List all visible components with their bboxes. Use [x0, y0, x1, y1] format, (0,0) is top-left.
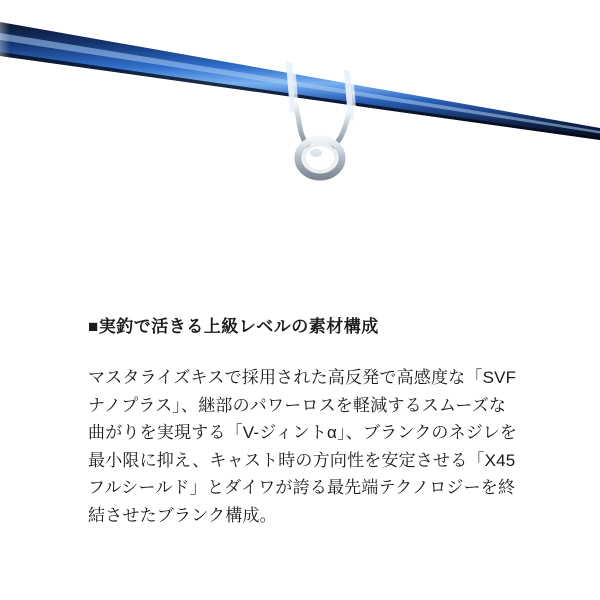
description-body: マスタライズキスで採用された高反発で高感度な「SVFナノプラス」、継部のパワーロスを軽減するスムーズな曲がりを実現する「V-ジィントα」、ブランクのネジレを最小限に抑え、キャスト時の方向性を安定させる「X45フルシールド」とダイワが誇る最先端テクノロジーを終結させたブランク構成。 [88, 368, 518, 525]
rod-guide [296, 104, 349, 177]
rod-image-wrapper [0, 0, 600, 296]
product-photo [0, 0, 600, 296]
rod-illustration [0, 0, 600, 296]
section-heading: ■実釣で活きる上級レベルの素材構成 [88, 317, 379, 336]
description-section [0, 296, 600, 600]
